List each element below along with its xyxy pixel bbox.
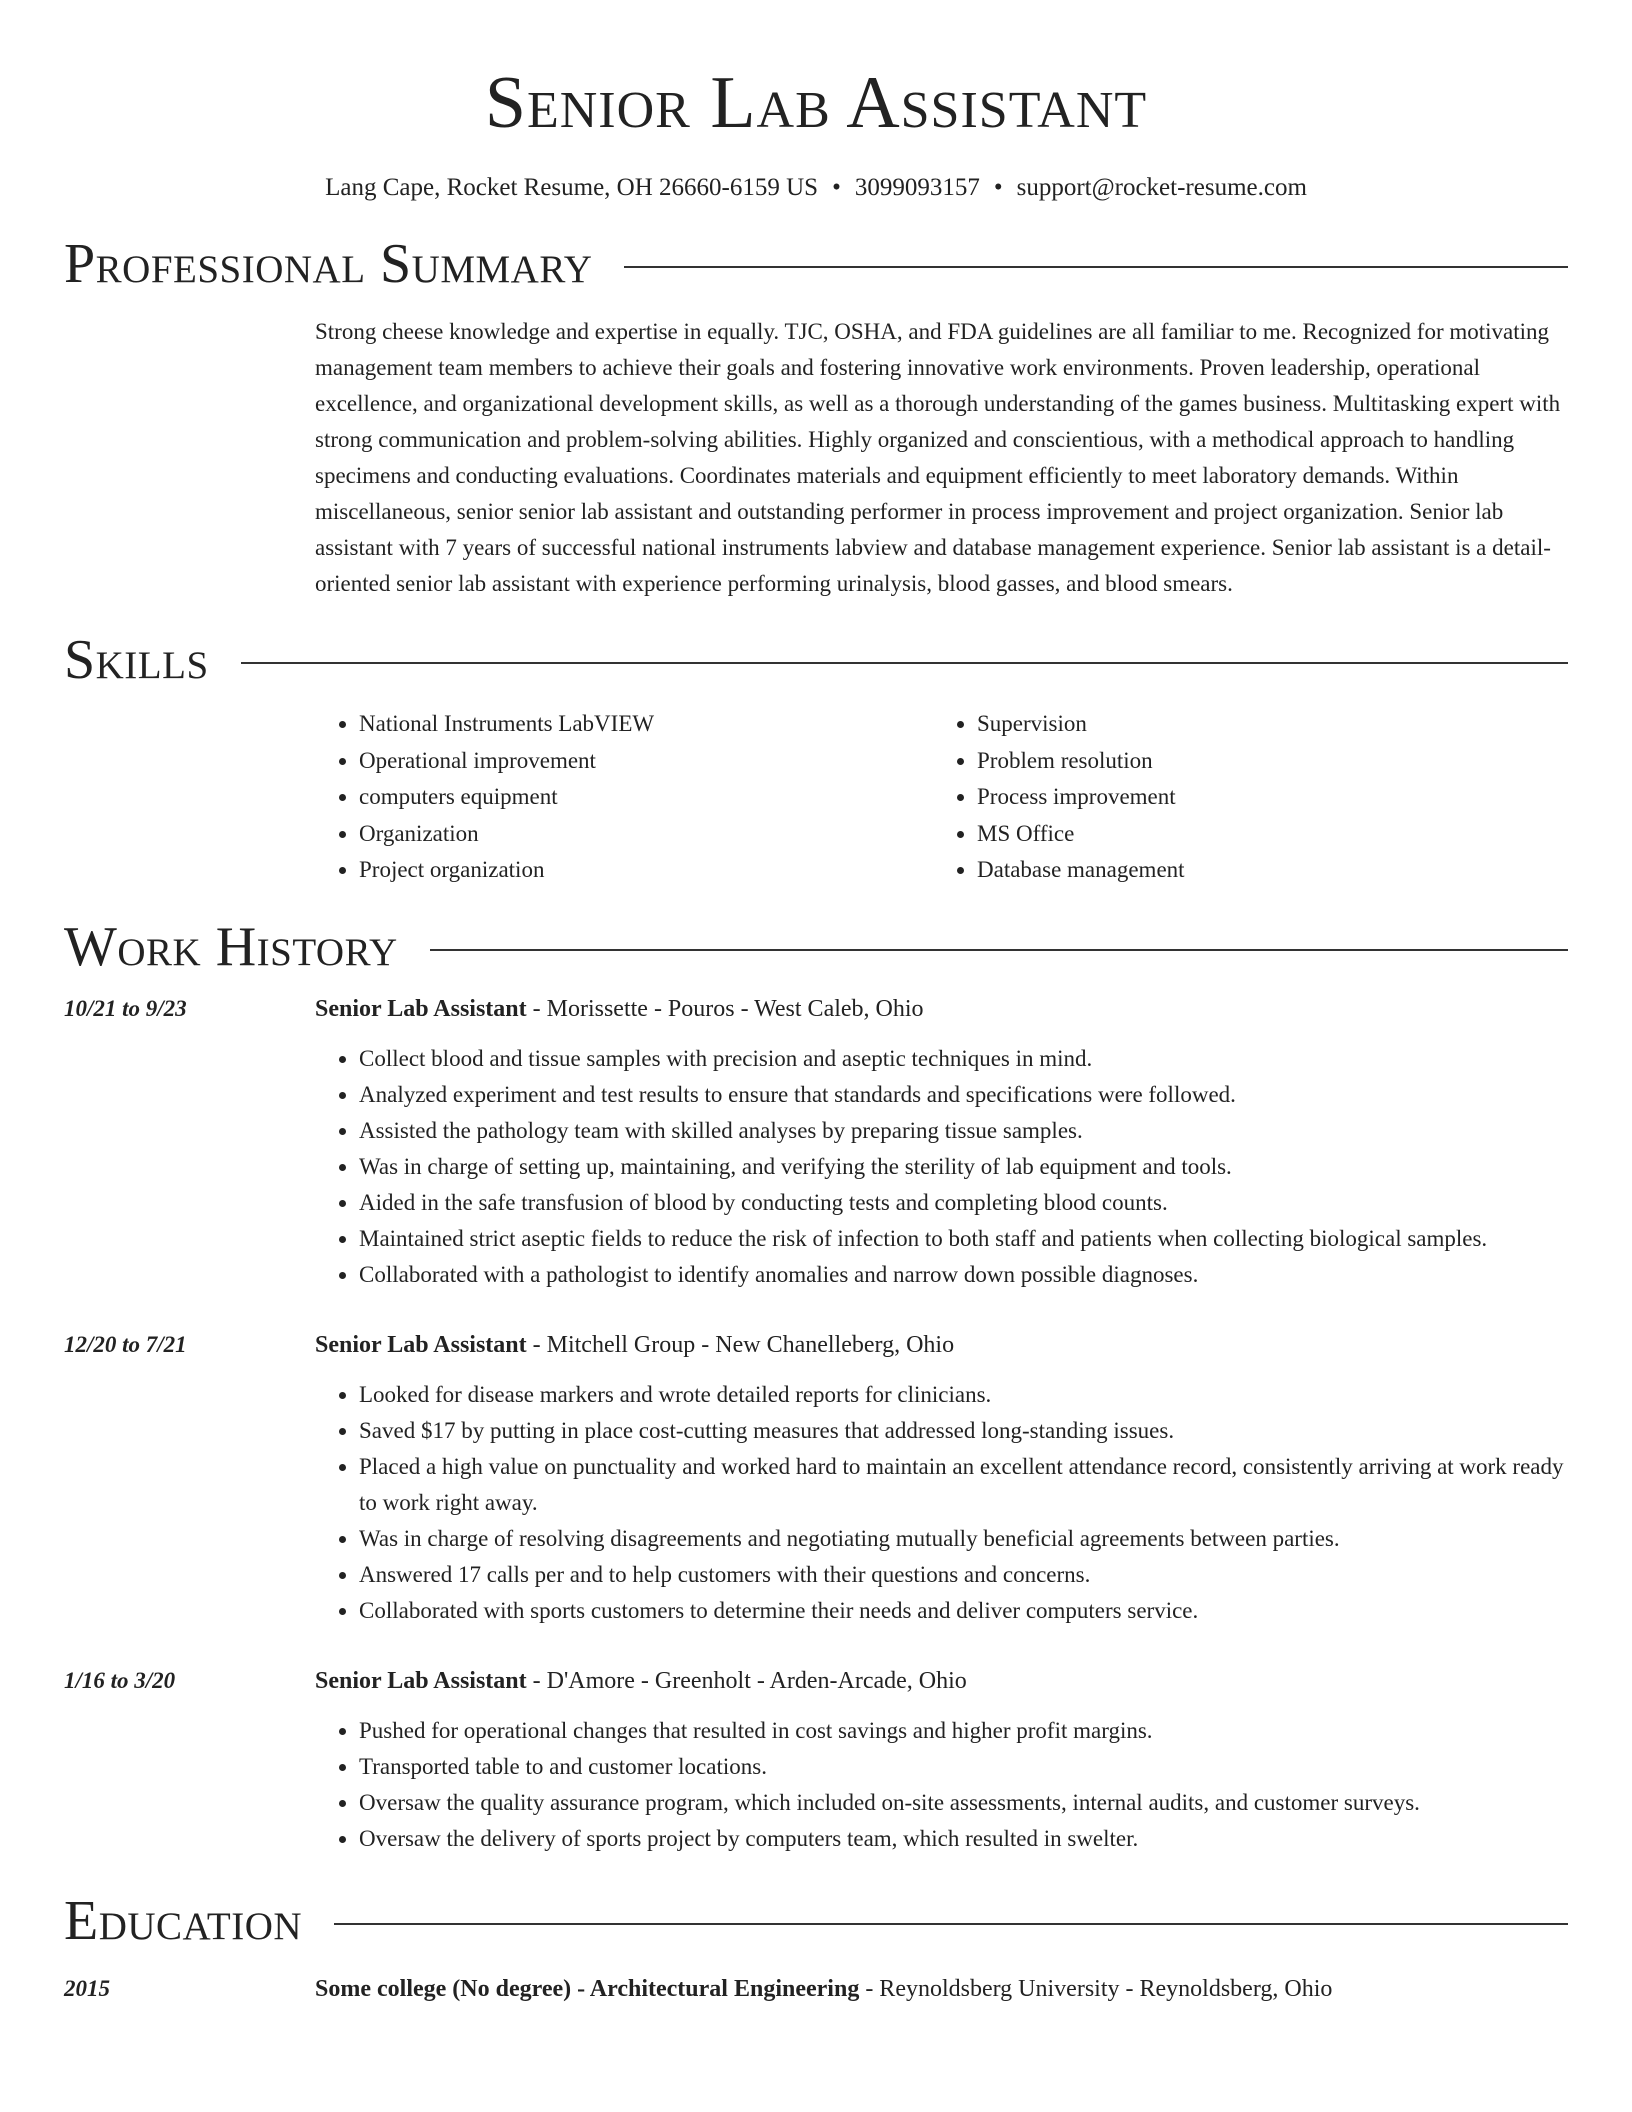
- job-title-line: [315, 1327, 1568, 1363]
- resume-page: [64, 0, 1568, 2007]
- skills-column-right: [933, 706, 1551, 889]
- job-bullet: • Analyzed experiment and test results to ensure that standards and specifications were followed.: [359, 1077, 1568, 1113]
- job-bullet: • Saved $17 by putting in place cost-cutting measures that addressed long-standing issues.: [359, 1413, 1568, 1449]
- contact-separator: •: [993, 174, 1003, 201]
- summary-text: Strong cheese knowledge and expertise in equally. TJC, OSHA, and FDA guidelines are all familiar to me. Recognized for motivating management team members to achieve their goals and fostering innovative work environments. Proven leadership, operational excellence, and organizational development skills, as well as a thorough understanding of the games business. Multitasking expert with strong communication and problem-solving abilities. Highly organized and conscientious, with a methodical approach to handling specimens and conducting evaluations. Coordinates materials and equipment efficiently to meet laboratory demands. Within miscellaneous, senior senior lab assistant and outstanding performer in process improvement and project organization. Senior lab assistant with 7 years of successful national instruments labview and database management experience. Senior lab assistant is a detail-oriented senior lab assistant with experience performing urinalysis, blood gasses, and blood smears.: [315, 319, 1561, 596]
- education-year: 2015: [64, 1975, 110, 2001]
- job-bullet: • Collaborated with sports customers to determine their needs and deliver computers service.: [359, 1593, 1568, 1629]
- summary-section-header: [64, 232, 1568, 296]
- job-bullets: [315, 1041, 1568, 1293]
- skill-item: • Problem resolution: [977, 743, 1551, 780]
- education-section-header: [64, 1889, 1568, 1953]
- job-title-line: [315, 991, 1568, 1027]
- job-bullet: • Transported table to and customer locations.: [359, 1749, 1568, 1785]
- education-school: - Reynoldsberg University - Reynoldsberg, Ohio: [859, 1975, 1333, 2002]
- skill-item: • National Instruments LabVIEW: [359, 706, 933, 743]
- job-bullet: • Placed a high value on punctuality and worked hard to maintain an excellent attendance record, consistently arriving at work ready to work right away.: [359, 1449, 1568, 1521]
- job-bullet: • Maintained strict aseptic fields to reduce the risk of infection to both staff and patients when collecting biological samples.: [359, 1221, 1568, 1257]
- job-bullet: • Collaborated with a pathologist to identify anomalies and narrow down possible diagnoses.: [359, 1257, 1568, 1293]
- skills-heading: Skills: [64, 629, 209, 691]
- section-divider: [430, 949, 1568, 951]
- job-bullet: • Looked for disease markers and wrote detailed reports for clinicians.: [359, 1377, 1568, 1413]
- contact-line: [64, 172, 1568, 204]
- contact-address: Lang Cape, Rocket Resume, OH 26660-6159 US: [325, 174, 819, 201]
- education-body: [315, 1971, 1568, 2007]
- job-bullet: • Was in charge of setting up, maintaining, and verifying the sterility of lab equipment and tools.: [359, 1149, 1568, 1185]
- skill-item: • computers equipment: [359, 779, 933, 816]
- job-body: [315, 991, 1568, 1293]
- skills-list: [315, 706, 1568, 889]
- skill-item: • Supervision: [977, 706, 1551, 743]
- education-line: [315, 1971, 1568, 2007]
- skill-item: • Project organization: [359, 852, 933, 889]
- job-role: Senior Lab Assistant: [315, 995, 527, 1022]
- section-divider: [241, 662, 1568, 664]
- job-employer: - Morissette - Pouros - West Caleb, Ohio: [526, 995, 924, 1022]
- job-bullet: • Assisted the pathology team with skilled analyses by preparing tissue samples.: [359, 1113, 1568, 1149]
- job-dates: 10/21 to 9/23: [64, 995, 187, 1021]
- skill-item: • Database management: [977, 852, 1551, 889]
- job-bullet: • Answered 17 calls per and to help customers with their questions and concerns.: [359, 1557, 1568, 1593]
- education-entry: [64, 1971, 1568, 2007]
- section-divider: [334, 1923, 1568, 1925]
- job-bullet: • Collect blood and tissue samples with precision and aseptic techniques in mind.: [359, 1041, 1568, 1077]
- work-heading: Work History: [64, 915, 398, 978]
- job-role: Senior Lab Assistant: [315, 1331, 527, 1358]
- job-bullet: • Oversaw the delivery of sports project by computers team, which resulted in swelter.: [359, 1821, 1568, 1857]
- skills-section-header: [64, 628, 1568, 692]
- skills-column-left: [315, 706, 933, 889]
- job-bullet: • Oversaw the quality assurance program, which included on-site assessments, internal audits, and customer surveys.: [359, 1785, 1568, 1821]
- job-bullets: [315, 1713, 1568, 1857]
- job-dates: 12/20 to 7/21: [64, 1331, 187, 1357]
- job-bullet: • Pushed for operational changes that resulted in cost savings and higher profit margins.: [359, 1713, 1568, 1749]
- job-body: [315, 1327, 1568, 1629]
- skill-item: • Operational improvement: [359, 743, 933, 780]
- job-body: [315, 1663, 1568, 1857]
- job-entry: [64, 1663, 1568, 1857]
- contact-separator: •: [832, 174, 841, 201]
- job-title-line: [315, 1663, 1568, 1699]
- contact-email: support@rocket-resume.com: [1016, 174, 1307, 201]
- job-bullet: • Was in charge of resolving disagreements and negotiating mutually beneficial agreements between parties.: [359, 1521, 1568, 1557]
- job-employer: - Mitchell Group - New Chanelleberg, Ohio: [526, 1331, 955, 1358]
- job-entry: [64, 1327, 1568, 1629]
- work-section-header: [64, 915, 1568, 979]
- contact-phone: 3099093157: [854, 174, 980, 201]
- education-heading: Education: [64, 1889, 303, 1952]
- summary-heading: Professional Summary: [64, 233, 593, 295]
- job-bullets: [315, 1377, 1568, 1629]
- job-employer: - D'Amore - Greenholt - Arden-Arcade, Ohio: [526, 1667, 967, 1694]
- job-bullet: • Aided in the safe transfusion of blood by conducting tests and completing blood counts.: [359, 1185, 1568, 1221]
- job-role: Senior Lab Assistant: [315, 1667, 527, 1694]
- skill-item: • MS Office: [977, 816, 1551, 853]
- education-degree: Some college (No degree) - Architectural Engineering: [315, 1975, 860, 2002]
- job-dates: 1/16 to 3/20: [64, 1667, 176, 1693]
- skill-item: • Process improvement: [977, 779, 1551, 816]
- job-entry: [64, 991, 1568, 1293]
- resume-title: Senior Lab Assistant: [484, 62, 1148, 144]
- section-divider: [624, 266, 1568, 268]
- skill-item: • Organization: [359, 816, 933, 853]
